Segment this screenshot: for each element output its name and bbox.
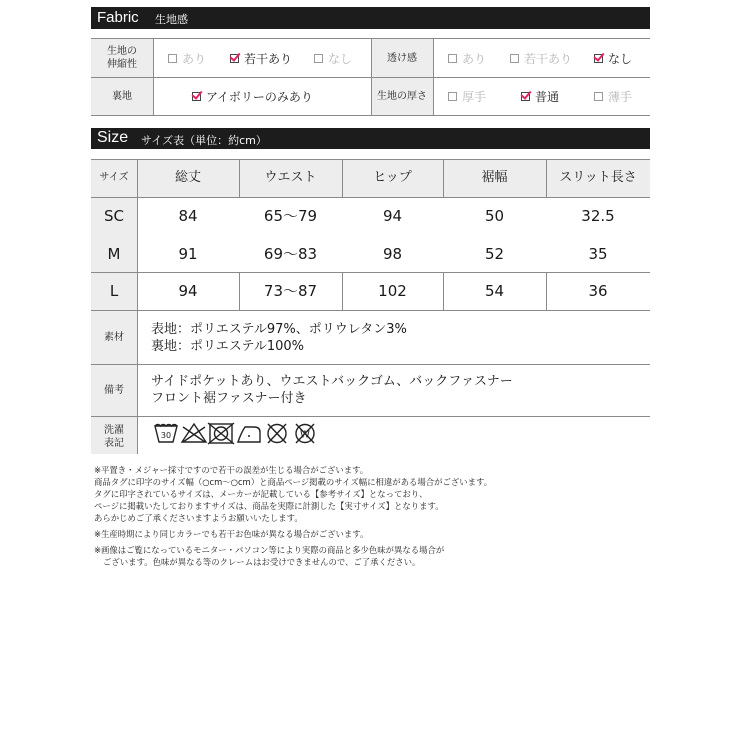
note-line: ※平置き・メジャー採寸ですので若干の誤差が生じる場合がございます。: [94, 465, 369, 475]
checkbox-icon: [448, 92, 457, 101]
table-cell: 35: [588, 245, 608, 263]
fabric-subtitle: 生地感: [155, 13, 188, 26]
material-label: 素材: [104, 332, 124, 343]
note-line: ページに掲載いたしておりますサイズは、商品を実際に計測した【実寸サイズ】となります。: [94, 501, 444, 511]
table-cell: 102: [378, 282, 407, 300]
divider: [433, 38, 434, 115]
divider: [91, 416, 650, 417]
length-column-header: 総丈: [174, 170, 201, 185]
table-cell: 36: [588, 282, 608, 300]
divider: [153, 38, 154, 115]
table-cell: 98: [382, 245, 403, 263]
table-cell: 69〜83: [263, 245, 318, 263]
no-wet-clean-icon: [296, 424, 314, 443]
table-cell: 54: [484, 282, 505, 300]
size-column-header: サイズ: [99, 172, 129, 183]
note-line: あらかじめご了承くださいますようお願いいたします。: [94, 513, 303, 523]
material-line: 裏地：ポリエステル100%: [151, 339, 304, 354]
lining-option-ivory: アイボリーのみあり: [192, 88, 313, 104]
note-line: ※画像はご覧になっているモニター・パソコン等により実際の商品と多少色味が異なる場合が: [94, 545, 445, 555]
size-name-cell: SC: [104, 207, 124, 225]
remarks-line: サイドポケットあり、ウエストバックゴム、バックファスナー: [151, 374, 513, 389]
sheer-option-none: なし: [594, 50, 632, 66]
divider: [91, 364, 650, 365]
size-section-header: [91, 128, 650, 149]
hand-wash-30-icon: [155, 425, 177, 443]
no-tumble-dry-icon: [208, 423, 234, 444]
table-cell: 65〜79: [263, 207, 318, 225]
note-line: 商品タグに印字のサイズ幅（○cm〜○cm）と商品ページ掲載のサイズ幅に相違がある場合がございます。: [94, 477, 493, 487]
checkbox-icon: [314, 54, 323, 63]
table-cell: 84: [178, 207, 198, 225]
table-cell: 94: [178, 282, 198, 300]
size-name-cell: L: [109, 282, 119, 300]
checkbox-icon: [448, 54, 457, 63]
stretch-option-slight: 若干あり: [230, 50, 292, 66]
divider: [91, 115, 650, 116]
table-cell: 50: [484, 207, 505, 225]
table-cell: 91: [178, 245, 198, 263]
divider: [91, 272, 650, 273]
checked-checkbox-icon: [521, 92, 530, 101]
hem-width-column-header: 裾幅: [481, 170, 508, 185]
checked-checkbox-icon: [192, 92, 201, 101]
size-name-cell: M: [107, 245, 121, 263]
note-line: タグに印字されているサイズは、メーカーが記載している【参考サイズ】となっており、: [94, 489, 428, 499]
svg-text:W: W: [300, 429, 310, 441]
no-bleach-icon: [182, 424, 206, 442]
low-iron-icon: [238, 427, 260, 442]
note-line: ございます。色味が異なる等のクレームはお受けできませんので、ご了承ください。: [103, 557, 421, 567]
table-cell: 73〜87: [263, 282, 318, 300]
divider: [91, 159, 650, 160]
no-dry-clean-icon: [268, 424, 286, 443]
stretch-label: 生地の 伸縮性: [107, 46, 137, 70]
table-cell: 32.5: [581, 207, 615, 225]
remarks-label: 備考: [104, 385, 124, 396]
slit-length-column-header: スリット長さ: [559, 170, 637, 185]
checkbox-icon: [594, 92, 603, 101]
size-title: Size: [97, 129, 129, 146]
table-cell: 52: [484, 245, 505, 263]
thickness-label: 生地の厚さ: [377, 91, 427, 102]
waist-column-header: ウエスト: [264, 170, 317, 185]
sheer-option-slight: 若干あり: [510, 50, 572, 66]
divider: [371, 38, 372, 115]
stretch-option-none: なし: [314, 50, 352, 66]
checkbox-icon: [168, 54, 177, 63]
sheer-option-yes: あり: [448, 50, 486, 66]
size-subtitle: サイズ表（単位：約cm）: [141, 134, 267, 147]
divider: [91, 310, 650, 311]
checked-checkbox-icon: [230, 54, 239, 63]
note-line: ※生産時期により同じカラーでも若干お色味が異なる場合がございます。: [94, 529, 369, 539]
hip-column-header: ヒップ: [373, 170, 412, 185]
care-symbols: [152, 420, 342, 448]
thickness-option-thick: 厚手: [448, 88, 486, 104]
table-cell: 94: [382, 207, 403, 225]
thickness-option-thin: 薄手: [594, 88, 632, 104]
checked-checkbox-icon: [594, 54, 603, 63]
fabric-title: Fabric: [97, 9, 139, 26]
care-label: 洗濯 表記: [104, 425, 124, 449]
divider: [137, 159, 138, 454]
lining-label: 裏地: [112, 91, 132, 102]
remarks-line: フロント裾ファスナー付き: [151, 391, 307, 406]
material-line: 表地：ポリエステル97%、ポリウレタン3%: [151, 322, 407, 337]
divider: [91, 197, 650, 198]
thickness-option-normal: 普通: [521, 88, 559, 104]
fabric-section-header: [91, 7, 650, 29]
checkbox-icon: [510, 54, 519, 63]
stretch-option-yes: あり: [168, 50, 206, 66]
wash-temp-label: 30: [160, 431, 172, 440]
sheer-label: 透け感: [387, 53, 417, 64]
